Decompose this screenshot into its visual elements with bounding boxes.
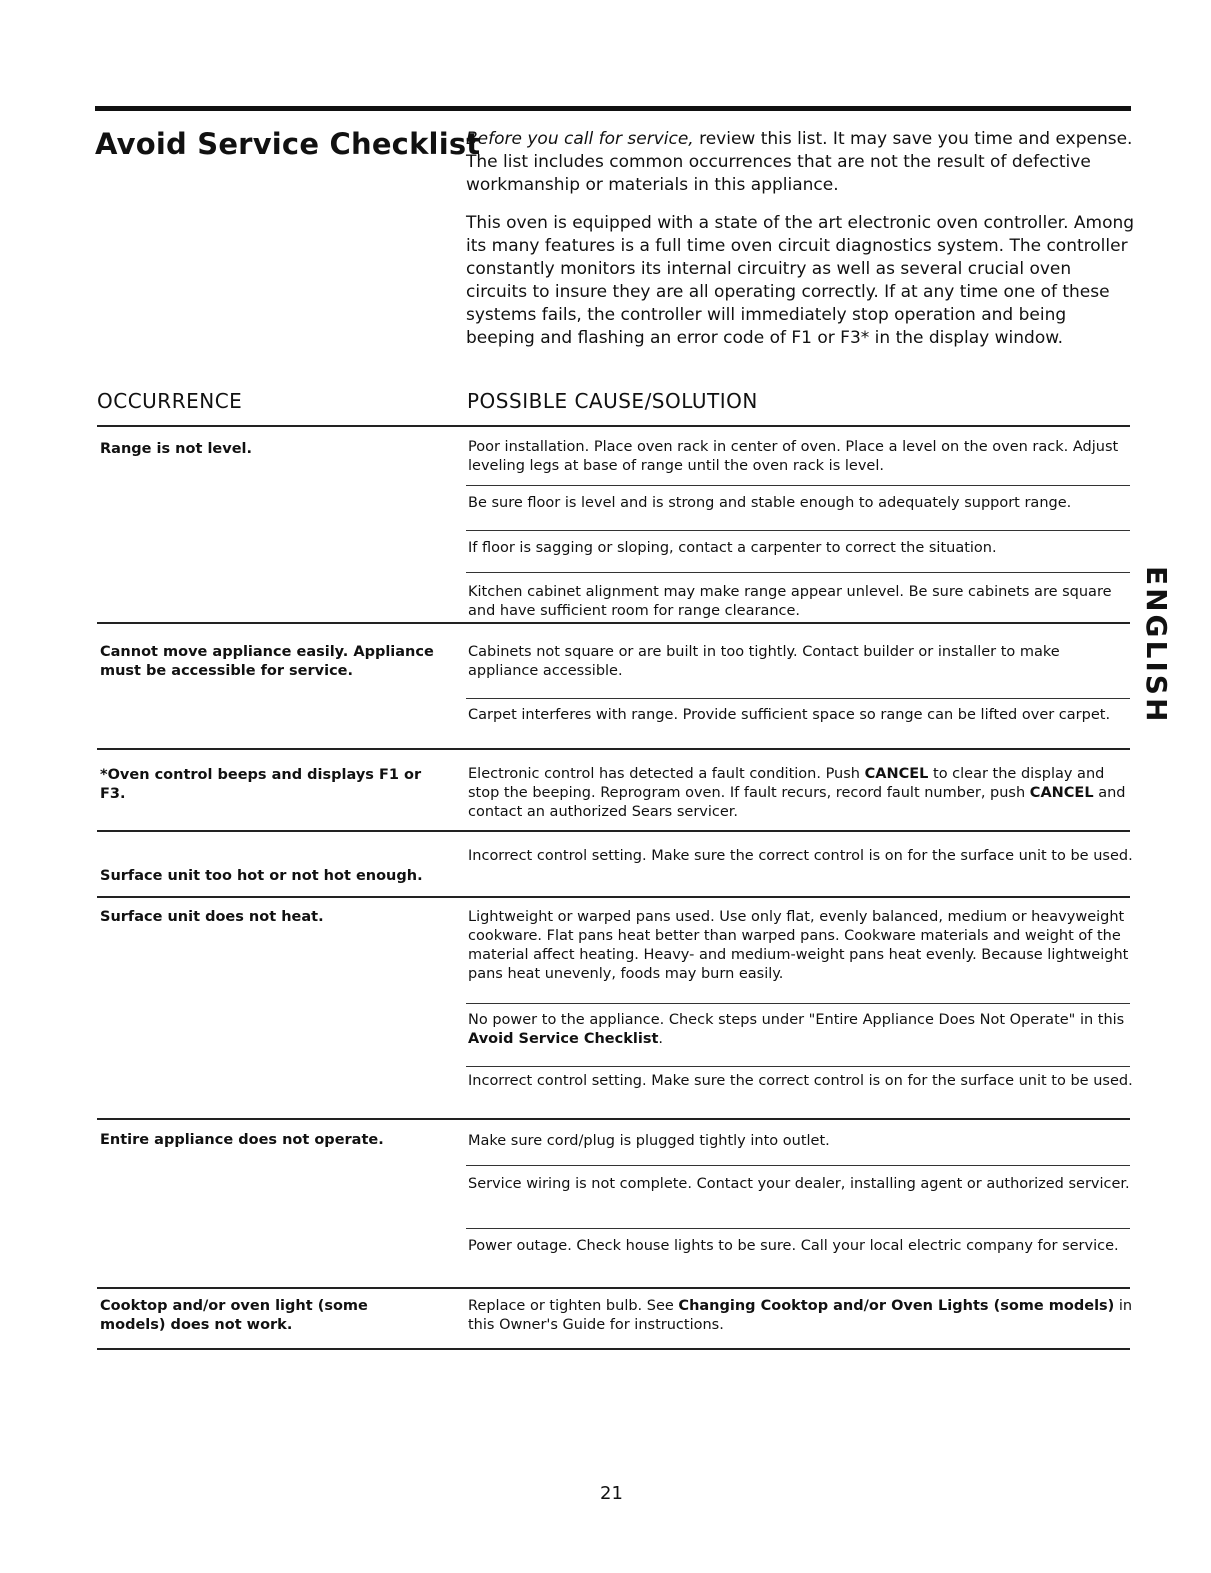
solution-part: to clear the display and stop the beeping. Reprogram oven. If fault recurs, record fault number, push [468, 766, 1105, 801]
solution-text: Incorrect control setting. Make sure the correct control is on for the surface unit to be used. [468, 1073, 1133, 1089]
language-tab: ENGLISH [1140, 566, 1173, 725]
row-rule [466, 1066, 1130, 1067]
occurrence-oven-control: *Oven control beeps and displays F1 or F3. [100, 767, 422, 802]
solution-text: Kitchen cabinet alignment may make range appear unlevel. Be sure cabinets are square and have sufficient room for range clearance. [468, 584, 1112, 619]
solution-text: Carpet interferes with range. Provide sufficient space so range can be lifted over carpet. [468, 707, 1111, 723]
row-rule [466, 1003, 1130, 1004]
table-rule [97, 830, 1130, 832]
solution-text: Service wiring is not complete. Contact your dealer, installing agent or authorized servicer. [468, 1176, 1130, 1192]
cancel-keyword: CANCEL [864, 766, 929, 782]
table-rule [97, 748, 1130, 750]
intro-paragraph-1 [466, 128, 1136, 197]
occurrence-surface-no-heat: Surface unit does not heat. [100, 909, 324, 925]
solution-text: Poor installation. Place oven rack in center of oven. Place a level on the oven rack. Adjust leveling legs at base of range until the oven rack is level. [468, 439, 1119, 474]
solution-text: Lightweight or warped pans used. Use only flat, evenly balanced, medium or heavyweight cookware. Flat pans heat better than warped pans. Cookware materials and weight of the material affect heating. Heavy- and medium-weight pans heat evenly. Because lightweight pans heat unevenly, foods may burn easily. [468, 909, 1129, 982]
row-rule [466, 1228, 1130, 1229]
solution-text [468, 1297, 1133, 1335]
solution-text: Incorrect control setting. Make sure the correct control is on for the surface unit to be used. [468, 848, 1133, 864]
table-rule [97, 425, 1130, 427]
solution-text: Be sure floor is level and is strong and stable enough to adequately support range. [468, 495, 1072, 511]
solution-part: Electronic control has detected a fault condition. Push [468, 766, 865, 782]
solution-part: Replace or tighten bulb. See [468, 1298, 679, 1314]
solution-part: in this Owner's Guide for instructions. [468, 1298, 1133, 1333]
solution-text [468, 1011, 1133, 1049]
solution-text: Cabinets not square or are built in too tightly. Contact builder or installer to make appliance accessible. [468, 644, 1060, 679]
solution-part: No power to the appliance. Check steps under "Entire Appliance Does Not Operate" in this [468, 1012, 1125, 1028]
table-rule [97, 896, 1130, 898]
solution-text: Power outage. Check house lights to be sure. Call your local electric company for service. [468, 1238, 1119, 1254]
table-rule [97, 622, 1130, 624]
occurrence-light: Cooktop and/or oven light (some models) does not work. [100, 1298, 368, 1333]
solution-header: POSSIBLE CAUSE/SOLUTION [467, 389, 758, 413]
table-rule [97, 1287, 1130, 1289]
lights-reference: Changing Cooktop and/or Oven Lights (some models) [678, 1298, 1115, 1314]
solution-text: Make sure cord/plug is plugged tightly into outlet. [468, 1133, 830, 1149]
checklist-reference: Avoid Service Checklist [468, 1031, 659, 1047]
intro-text [466, 128, 1136, 365]
row-rule [466, 1165, 1130, 1166]
cancel-keyword: CANCEL [1029, 785, 1094, 801]
occurrence-no-operate: Entire appliance does not operate. [100, 1132, 384, 1148]
intro-lead: Before you call for service, [466, 129, 694, 149]
row-rule [466, 698, 1130, 699]
top-rule [95, 106, 1131, 111]
page-number: 21 [600, 1483, 623, 1504]
row-rule [466, 572, 1130, 573]
table-rule [97, 1348, 1130, 1350]
row-rule [466, 530, 1130, 531]
occurrence-header: OCCURRENCE [97, 389, 243, 413]
row-rule [466, 485, 1130, 486]
page-title: Avoid Service Checklist [95, 127, 481, 161]
solution-part: and contact an authorized Sears servicer. [468, 785, 1126, 820]
table-rule [97, 1118, 1130, 1120]
occurrence-range-not-level: Range is not level. [100, 441, 253, 457]
solution-text [468, 765, 1133, 822]
intro-body: review this list. It may save you time and expense. The list includes common occurrences that are not the result of defective workmanship or materials in this appliance. [466, 129, 1133, 195]
solution-text: If floor is sagging or sloping, contact a carpenter to correct the situation. [468, 540, 997, 556]
intro-paragraph-2: This oven is equipped with a state of the art electronic oven controller. Among its many features is a full time oven circuit diagnostics system. The controller constantly monitors its internal circuitry as well as several crucial oven circuits to insure they are all operating correctly. If at any time one of these systems fails, the controller will immediately stop operation and being beeping and flashing an error code of F1 or F3* in the display window. [466, 213, 1135, 348]
solution-part: . [658, 1031, 663, 1047]
occurrence-surface-unit-hot: Surface unit too hot or not hot enough. [100, 868, 423, 884]
occurrence-cannot-move: Cannot move appliance easily. Appliance must be accessible for service. [100, 644, 434, 679]
